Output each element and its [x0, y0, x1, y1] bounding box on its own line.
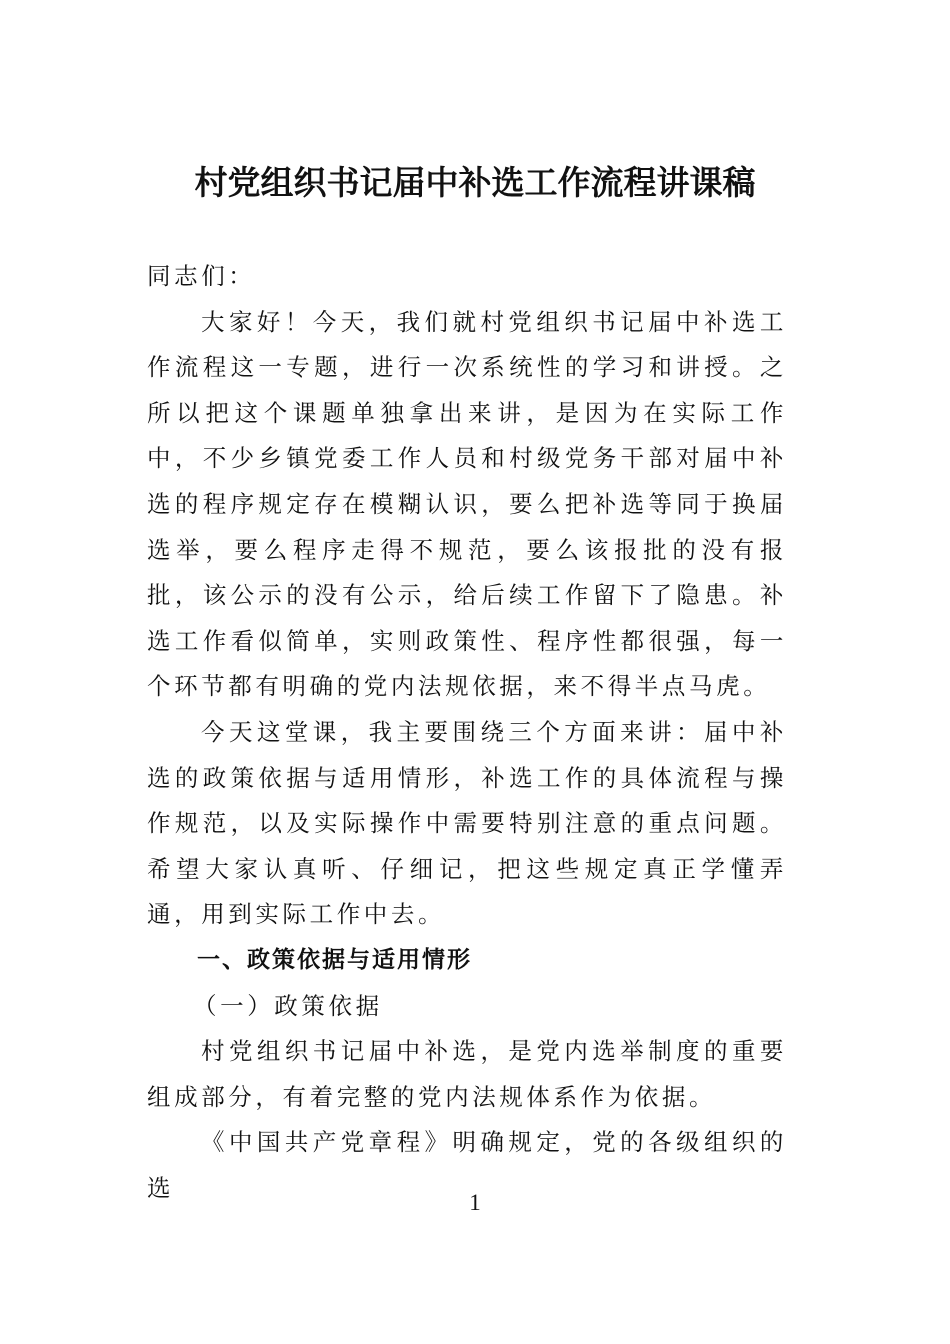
- paragraph-policy: 村党组织书记届中补选，是党内选举制度的重要组成部分，有着完整的党内法规体系作为依据。: [147, 1037, 787, 1111]
- paragraph-constitution: 《中国共产党章程》明确规定，党的各级组织的选: [147, 1128, 787, 1202]
- subsection-heading: （一）政策依据: [193, 991, 383, 1020]
- paragraph-intro: 大家好！今天，我们就村党组织书记届中补选工作流程这一专题，进行一次系统性的学习和讲授。之所以把这个课题单独拿出来讲，是因为在实际工作中，不少乡镇党委工作人员和村级党务干部对届中补选的程序规定存在模糊认识，要么把补选等同于换届选举，要么程序走得不规范，要么该报批的没有报批，该公示的没有公示，给后续工作留下了隐患。补选工作看似简单，实则政策性、程序性都很强，每一个环节都有明确的党内法规依据，来不得半点马虎。: [147, 307, 787, 701]
- page-number: 1: [469, 1190, 481, 1215]
- section-heading: 一、政策依据与适用情形: [197, 946, 472, 973]
- salutation: 同志们：: [147, 262, 256, 290]
- document-body: [147, 254, 787, 1211]
- paragraph-outline: 今天这堂课，我主要围绕三个方面来讲：届中补选的政策依据与适用情形，补选工作的具体流程与操作规范，以及实际操作中需要特别注意的重点问题。希望大家认真听、仔细记，把这些规定真正学懂弄通，用到实际工作中去。: [147, 717, 787, 929]
- document-title: 村党组织书记届中补选工作流程讲课稿: [194, 163, 756, 202]
